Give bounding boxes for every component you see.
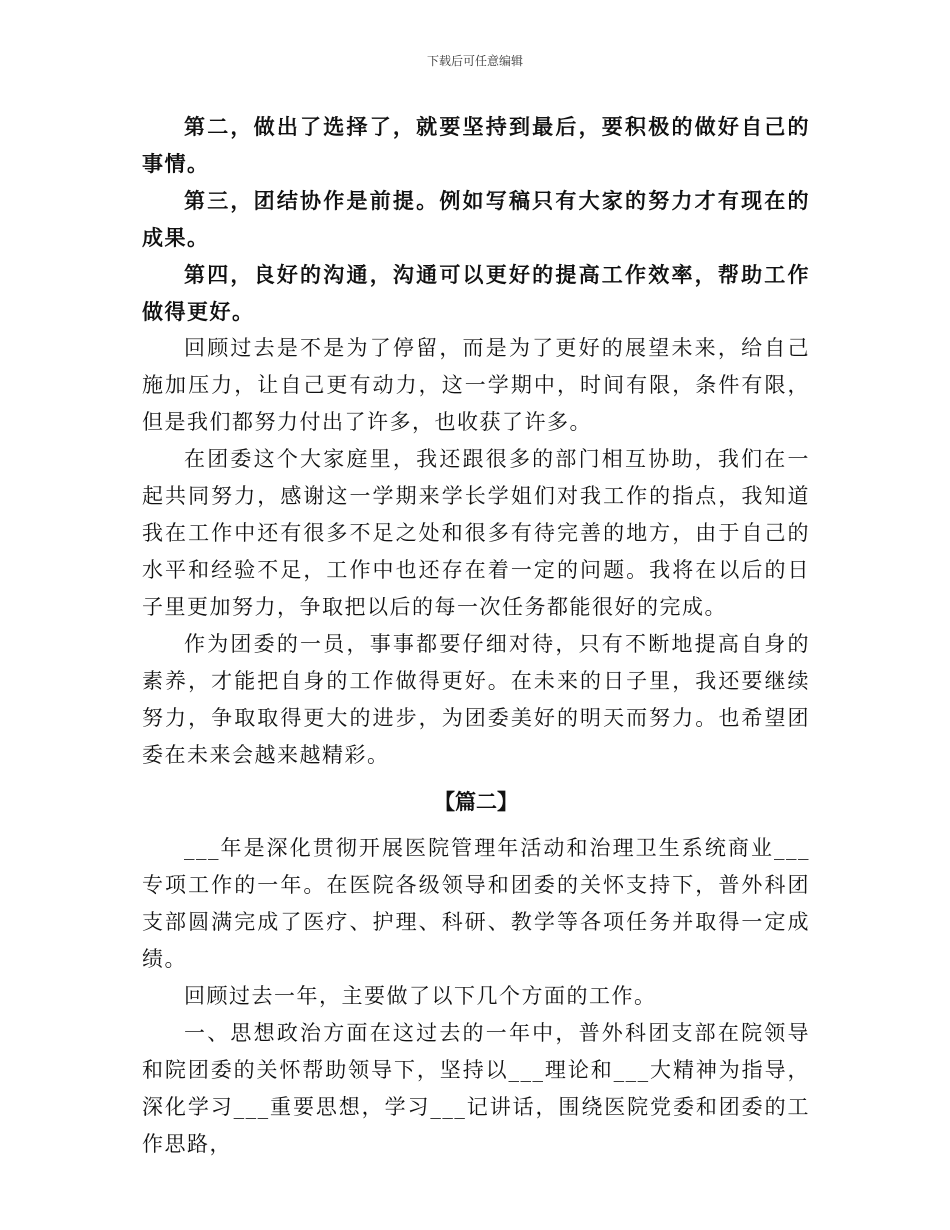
- paragraph-ideology: 一、思想政治方面在这过去的一年中，普外科团支部在院领导和院团委的关怀帮助领导下，坚持以___理论和___大精神为指导，深化学习___重要思想，学习___记讲话，围绕医院党委和团委的工作思路，: [142, 1021, 810, 1156]
- paragraph-point-four: 第四，良好的沟通，沟通可以更好的提高工作效率，帮助工作做得更好。: [142, 262, 810, 324]
- paragraph-year-intro: ___年是深化贯彻开展医院管理年活动和治理卫生系统商业___专项工作的一年。在医院各级领导和团委的关怀支持下，普外科团支部圆满完成了医疗、护理、科研、教学等各项任务并取得一定成绩。: [142, 836, 810, 971]
- header-note: 下载后可任意编辑: [426, 54, 523, 68]
- paragraph-year-review: 回顾过去一年，主要做了以下几个方面的工作。: [184, 984, 657, 1008]
- paragraph-point-two: 第二，做出了选择了，就要坚持到最后，要积极的做好自己的事情。: [142, 114, 810, 176]
- paragraph-review: 回顾过去是不是为了停留，而是为了更好的展望未来，给自己施加压力，让自己更有动力，这一学期中，时间有限，条件有限，但是我们都努力付出了许多，也收获了许多。: [142, 336, 810, 434]
- paragraph-member: 作为团委的一员，事事都要仔细对待，只有不断地提高自身的素养，才能把自身的工作做得更好。在未来的日子里，我还要继续努力，争取取得更大的进步，为团委美好的明天而努力。也希望团委在未来会越来越精彩。: [142, 632, 810, 767]
- paragraph-family: 在团委这个大家庭里，我还跟很多的部门相互协助，我们在一起共同努力，感谢这一学期来学长学姐们对我工作的指点，我知道我在工作中还有很多不足之处和很多有待完善的地方，由于自己的水平和经验不足，工作中也还存在着一定的问题。我将在以后的日子里更加努力，争取把以后的每一次任务都能很好的完成。: [142, 447, 810, 619]
- paragraph-point-three: 第三，团结协作是前提。例如写稿只有大家的努力才有现在的成果。: [142, 188, 810, 250]
- document-body: [142, 108, 810, 1163]
- section-title: 【篇二】: [434, 789, 518, 814]
